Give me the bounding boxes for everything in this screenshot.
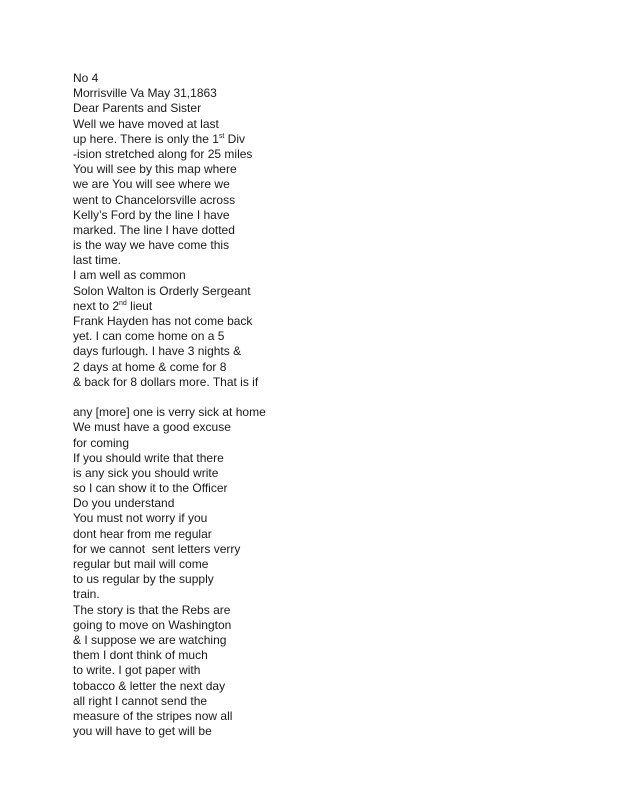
letter-line [73, 709, 266, 724]
letter-line [73, 86, 266, 101]
letter-line-text: & I suppose we are watching [73, 632, 227, 647]
letter-line [73, 527, 266, 542]
letter-line-text: Frank Hayden has not come back [73, 314, 253, 328]
letter-line [73, 420, 266, 435]
letter-line-text: marked. The line I have dotted [73, 222, 235, 237]
letter-line-text: You will see by this map where [73, 162, 237, 177]
letter-line [73, 284, 266, 299]
letter-line [73, 147, 266, 162]
letter-line [73, 405, 266, 420]
letter-line-text: train. [73, 587, 100, 602]
letter-line-text-continued: lieut [126, 298, 153, 313]
letter-line [73, 299, 266, 314]
letter-line-text: I am well as common [73, 268, 186, 283]
letter-line-text: went to Chancelorsville across [73, 192, 236, 207]
letter-line [73, 253, 266, 268]
letter-line-text: for coming [73, 435, 130, 450]
letter-line-text: to us regular by the supply [73, 572, 214, 587]
letter-line-text: yet. I can come home on a 5 [73, 329, 225, 344]
letter-line [73, 618, 266, 633]
letter-line [73, 344, 266, 359]
letter-line [73, 648, 266, 663]
letter-line-text: We must have a good excuse [73, 420, 231, 435]
letter-line-text: up here. There is only the 1 [73, 131, 219, 146]
letter-line-text: Do you understand [73, 496, 175, 511]
letter-line [73, 329, 266, 344]
letter-line-text: Morrisville Va May 31,1863 [73, 86, 217, 101]
letter-line [73, 193, 266, 208]
letter-line [73, 511, 266, 526]
letter-line [73, 268, 266, 283]
letter-line-text: -ision stretched along for 25 miles [73, 146, 253, 161]
letter-line-text: so I can show it to the Officer [73, 481, 228, 496]
letter-line [73, 451, 266, 466]
letter-line [73, 481, 266, 496]
letter-line [73, 603, 266, 618]
letter-line [73, 314, 266, 329]
letter-line-text: Dear Parents and Sister [73, 101, 202, 116]
letter-line [73, 633, 266, 648]
letter-line-text: we are You will see where we [73, 177, 230, 192]
letter-line-text: Well we have moved at last [73, 116, 219, 131]
letter-line-text: & back for 8 dollars more. That is if [73, 374, 259, 389]
letter-line [73, 557, 266, 572]
letter-line [73, 466, 266, 481]
letter-line-text: to write. I got paper with [73, 663, 201, 678]
letter-line [73, 117, 266, 132]
letter-line-text: for we cannot sent letters verry [73, 541, 241, 556]
letter-line [73, 238, 266, 253]
letter-line-text: If you should write that there [73, 450, 224, 465]
ordinal-superscript: nd [119, 299, 127, 307]
letter-line [73, 572, 266, 587]
letter-line [73, 587, 266, 602]
letter-line-text: dont hear from me regular [73, 526, 212, 541]
letter-line [73, 694, 266, 709]
letter-line-text: days furlough. I have 3 nights & [73, 344, 242, 359]
letter-line-text: The story is that the Rebs are [73, 602, 231, 617]
letter-line-text: you will have to get will be [73, 724, 212, 739]
letter-transcription [73, 71, 266, 739]
letter-line [73, 724, 266, 739]
letter-line-text: Kelly’s Ford by the line I have [73, 207, 230, 222]
letter-line-text: tobacco & letter the next day [73, 678, 226, 693]
ordinal-superscript: st [218, 132, 225, 140]
letter-line-text: Solon Walton is Orderly Sergeant [73, 283, 251, 298]
letter-line [73, 496, 266, 511]
letter-line [73, 162, 266, 177]
letter-line [73, 360, 266, 375]
letter-line [73, 208, 266, 223]
letter-line-text: any [more] one is verry sick at home [73, 405, 266, 420]
letter-line [73, 101, 266, 116]
letter-line [73, 375, 266, 390]
letter-line-text: all right I cannot send the [73, 693, 208, 708]
letter-line-text: 2 days at home & come for 8 [73, 359, 227, 374]
letter-line [73, 542, 266, 557]
letter-line-text: next to 2 [73, 298, 120, 313]
letter-line [73, 132, 266, 147]
letter-line-text: last time. [73, 253, 122, 268]
letter-line [73, 71, 266, 86]
letter-line [73, 679, 266, 694]
letter-line [73, 223, 266, 238]
letter-line-text: No 4 [73, 71, 99, 85]
letter-line-text: regular but mail will come [73, 557, 209, 571]
letter-line-text: measure of the stripes now all [73, 708, 233, 723]
letter-line [73, 436, 266, 451]
letter-line-text: is any sick you should write [73, 465, 219, 480]
letter-line [73, 177, 266, 192]
letter-line-text: them I dont think of much [73, 648, 208, 663]
letter-line [73, 390, 266, 405]
letter-line-text: You must not worry if you [73, 511, 208, 526]
letter-line-text-continued: Div [224, 131, 245, 146]
letter-line-text: going to move on Washington [73, 617, 232, 632]
letter-line [73, 663, 266, 678]
letter-line-text: is the way we have come this [73, 238, 230, 253]
